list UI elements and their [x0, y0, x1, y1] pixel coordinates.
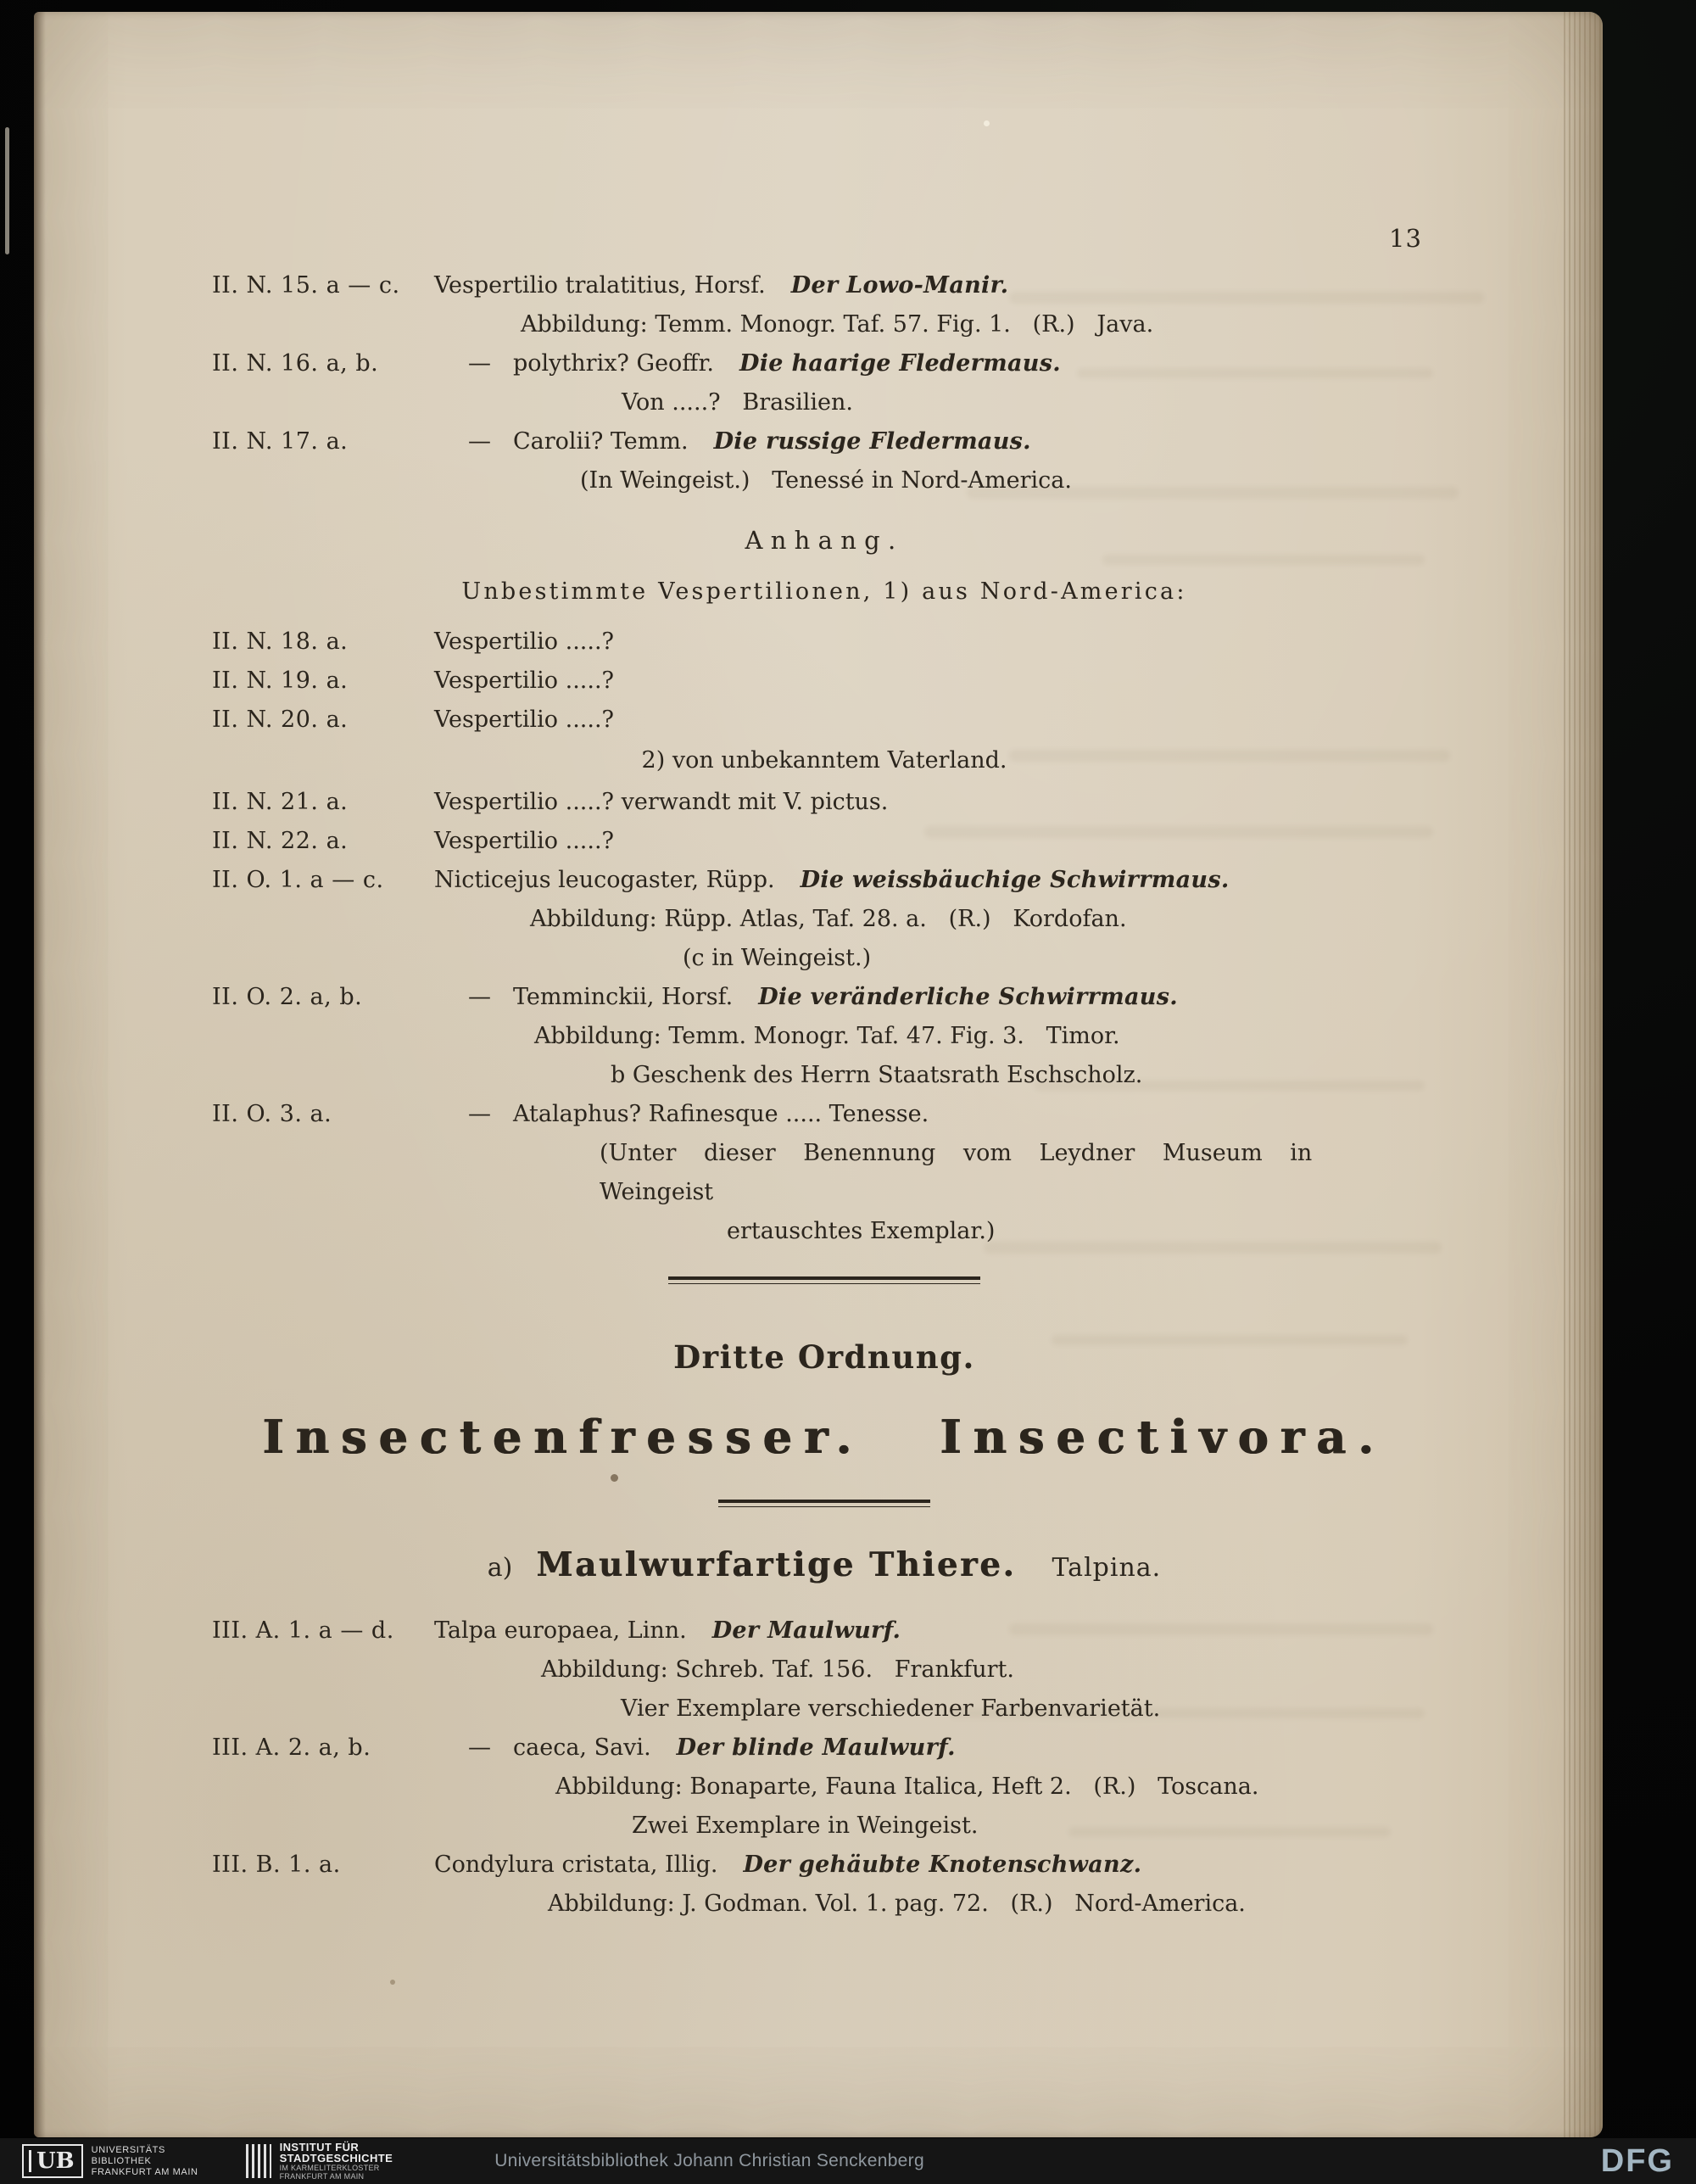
isg-line: INSTITUT FÜR	[279, 2141, 360, 2153]
ditto-dash: —	[468, 1734, 491, 1761]
catalog-entry	[212, 1611, 1437, 1651]
ub-logo-text	[92, 2145, 198, 2178]
ub-logo	[22, 2144, 198, 2178]
entry-text	[434, 978, 1437, 1017]
viewer-footer	[0, 2138, 1696, 2184]
catalog-subline: Abbildung: Rüpp. Atlas, Taf. 28. a. (R.) Kordofan.	[530, 906, 1127, 932]
catalog-entry	[212, 1095, 1437, 1134]
entry-text	[434, 783, 1437, 822]
entry-id: II. N. 15. a — c.	[212, 272, 400, 299]
entry-id: II. N. 20. a.	[212, 707, 349, 733]
entry-id: II. N. 16. a, b.	[212, 350, 379, 377]
entry-id: II. N. 19. a.	[212, 667, 349, 694]
entry-text	[434, 344, 1437, 383]
catalog-entry	[212, 861, 1437, 900]
species-name: polythrix? Geoffr.	[513, 350, 715, 377]
german-name: Die haarige Fledermaus.	[739, 350, 1061, 377]
german-name: Die veränderliche Schwirrmaus.	[758, 984, 1178, 1010]
ub-logo-letters: UB	[36, 2148, 75, 2174]
german-name: Der blinde Maulwurf.	[676, 1734, 956, 1761]
german-name: Die russige Fledermaus.	[713, 428, 1031, 455]
species-name: Temminckii, Horsf.	[513, 984, 734, 1010]
book-page	[34, 12, 1603, 2137]
entry-text	[434, 822, 1437, 861]
catalog-subline: Zwei Exemplare in Weingeist.	[632, 1813, 979, 1839]
section-divider	[718, 1500, 930, 1507]
entry-text	[434, 861, 1437, 900]
catalog-entry	[212, 783, 1437, 822]
unbestimmte-heading: Unbestimmte Vespertilionen, 1) aus Nord-America:	[461, 578, 1187, 605]
species-name: Vespertilio .....?	[434, 628, 615, 655]
moles-list	[212, 1611, 1437, 1924]
catalog-entry	[212, 266, 1437, 305]
dfg-logo: DFG	[1600, 2142, 1674, 2179]
entry-text	[434, 623, 1437, 662]
catalog-entry	[212, 344, 1437, 383]
catalog-entry	[212, 701, 1437, 740]
page-content	[212, 12, 1437, 1924]
vaterland-heading: 2) von unbekanntem Vaterland.	[641, 747, 1007, 774]
ditto-dash: —	[468, 1101, 491, 1127]
entry-text	[434, 701, 1437, 740]
family-name-german: Maulwurfartige Thiere.	[536, 1545, 1017, 1584]
species-name: Vespertilio .....?	[434, 828, 615, 854]
book-cover-edge	[5, 127, 9, 254]
ub-line: FRANKFURT AM MAIN	[91, 2166, 198, 2177]
isg-logo-text	[280, 2142, 393, 2181]
german-name: Die weissbäuchige Schwirrmaus.	[800, 867, 1230, 893]
german-name: Der Lowo-Manir.	[790, 272, 1009, 299]
order-title-latin: Insectivora.	[940, 1410, 1386, 1464]
species-name: Vespertilio .....? verwandt mit V. pictus.	[434, 789, 889, 815]
species-name: Carolii? Temm.	[513, 428, 689, 455]
entry-text	[434, 1729, 1437, 1768]
entry-id: II. N. 18. a.	[212, 628, 349, 655]
isg-line: IM KARMELITERKLOSTER	[279, 2164, 380, 2172]
catalog-entry	[212, 822, 1437, 861]
entry-text	[434, 1095, 1437, 1134]
ub-logo-bar-icon	[29, 2150, 31, 2172]
species-name: Condylura cristata, Illig.	[434, 1852, 718, 1878]
order-heading: Dritte Ordnung.	[673, 1338, 975, 1376]
isg-line: STADTGESCHICHTE	[279, 2152, 393, 2164]
family-prefix: a)	[487, 1553, 513, 1583]
species-name: Vespertilio .....?	[434, 667, 615, 694]
catalog-entry	[212, 623, 1437, 662]
entry-text	[434, 422, 1437, 461]
german-name: Der gehäubte Knotenschwanz.	[743, 1852, 1142, 1878]
catalog-subline: Abbildung: Bonaparte, Fauna Italica, Heft 2. (R.) Toscana.	[555, 1773, 1259, 1800]
library-credit: Universitätsbibliothek Johann Christian Senckenberg	[494, 2151, 924, 2170]
entry-id: II. O. 2. a, b.	[212, 984, 363, 1010]
isg-line: FRANKFURT AM MAIN	[279, 2172, 365, 2181]
entry-id: III. B. 1. a.	[212, 1852, 341, 1878]
entry-id: III. A. 1. a — d.	[212, 1617, 394, 1644]
catalog-subline: Vier Exemplare verschiedener Farbenvarietät.	[621, 1695, 1161, 1722]
entry-text	[434, 266, 1437, 305]
ub-logo-mark	[22, 2144, 83, 2178]
catalog-subline: b Geschenk des Herrn Staatsrath Eschscholz.	[611, 1062, 1143, 1088]
catalog-entry	[212, 1846, 1437, 1885]
ub-line: UNIVERSITÄTS	[91, 2144, 165, 2155]
catalog-subline: Abbildung: Temm. Monogr. Taf. 57. Fig. 1. (R.) Java.	[521, 311, 1154, 338]
species-name: Talpa europaea, Linn.	[434, 1617, 687, 1644]
section-divider	[668, 1276, 980, 1284]
family-name-latin: Talpina.	[1052, 1553, 1162, 1583]
catalog-subline: (Unter dieser Benennung vom Leydner Museum in Weingeist	[600, 1140, 1340, 1205]
german-name: Der Maulwurf.	[711, 1617, 901, 1644]
entry-id: II. O. 3. a.	[212, 1101, 332, 1127]
catalog-subline: Abbildung: J. Godman. Vol. 1. pag. 72. (R.) Nord-America.	[548, 1891, 1246, 1917]
species-name: caeca, Savi.	[513, 1734, 651, 1761]
order-title	[212, 1406, 1437, 1467]
catalog-subline: Abbildung: Temm. Monogr. Taf. 47. Fig. 3. Timor.	[534, 1023, 1120, 1049]
ditto-dash: —	[468, 984, 491, 1010]
anhang-heading: Anhang.	[745, 526, 904, 555]
ditto-dash: —	[468, 350, 491, 377]
entry-id: III. A. 2. a, b.	[212, 1734, 371, 1761]
entry-text	[434, 662, 1437, 701]
page-number: 13	[1389, 224, 1422, 253]
family-heading	[212, 1543, 1437, 1591]
catalog-subline: (In Weingeist.) Tenessé in Nord-America.	[580, 467, 1072, 494]
species-name: Nicticejus leucogaster, Rüpp.	[434, 867, 775, 893]
species-name: Vespertilio .....?	[434, 707, 615, 733]
page-gutter-edge	[34, 12, 46, 2137]
species-name: Vespertilio tralatitius, Horsf.	[434, 272, 766, 299]
isg-barcode-icon	[246, 2144, 271, 2178]
ub-line: BIBLIOTHEK	[91, 2155, 152, 2166]
page-stack-edge	[1564, 12, 1603, 2137]
catalog-entry	[212, 662, 1437, 701]
order-title-german: Insectenfresser.	[262, 1410, 864, 1464]
entry-text	[434, 1846, 1437, 1885]
catalog-subline: Abbildung: Schreb. Taf. 156. Frankfurt.	[541, 1656, 1014, 1683]
isg-logo	[246, 2142, 393, 2181]
entry-id: II. O. 1. a — c.	[212, 867, 384, 893]
catalog-subline: Von .....? Brasilien.	[622, 389, 853, 416]
catalog-entry	[212, 978, 1437, 1017]
ditto-dash: —	[468, 428, 491, 455]
entry-id: II. N. 21. a.	[212, 789, 349, 815]
catalog-entry	[212, 422, 1437, 461]
entry-text	[434, 1611, 1437, 1651]
catalog-subline: ertauschtes Exemplar.)	[727, 1218, 996, 1244]
unbestimmte-list	[212, 623, 1437, 740]
species-name: Atalaphus? Rafinesque ..... Tenesse.	[513, 1101, 929, 1127]
catalog-subline: (c in Weingeist.)	[683, 945, 872, 971]
entry-id: II. N. 22. a.	[212, 828, 349, 854]
scan-speck	[390, 1980, 395, 1985]
catalog-entry	[212, 1729, 1437, 1768]
entry-id: II. N. 17. a.	[212, 428, 349, 455]
